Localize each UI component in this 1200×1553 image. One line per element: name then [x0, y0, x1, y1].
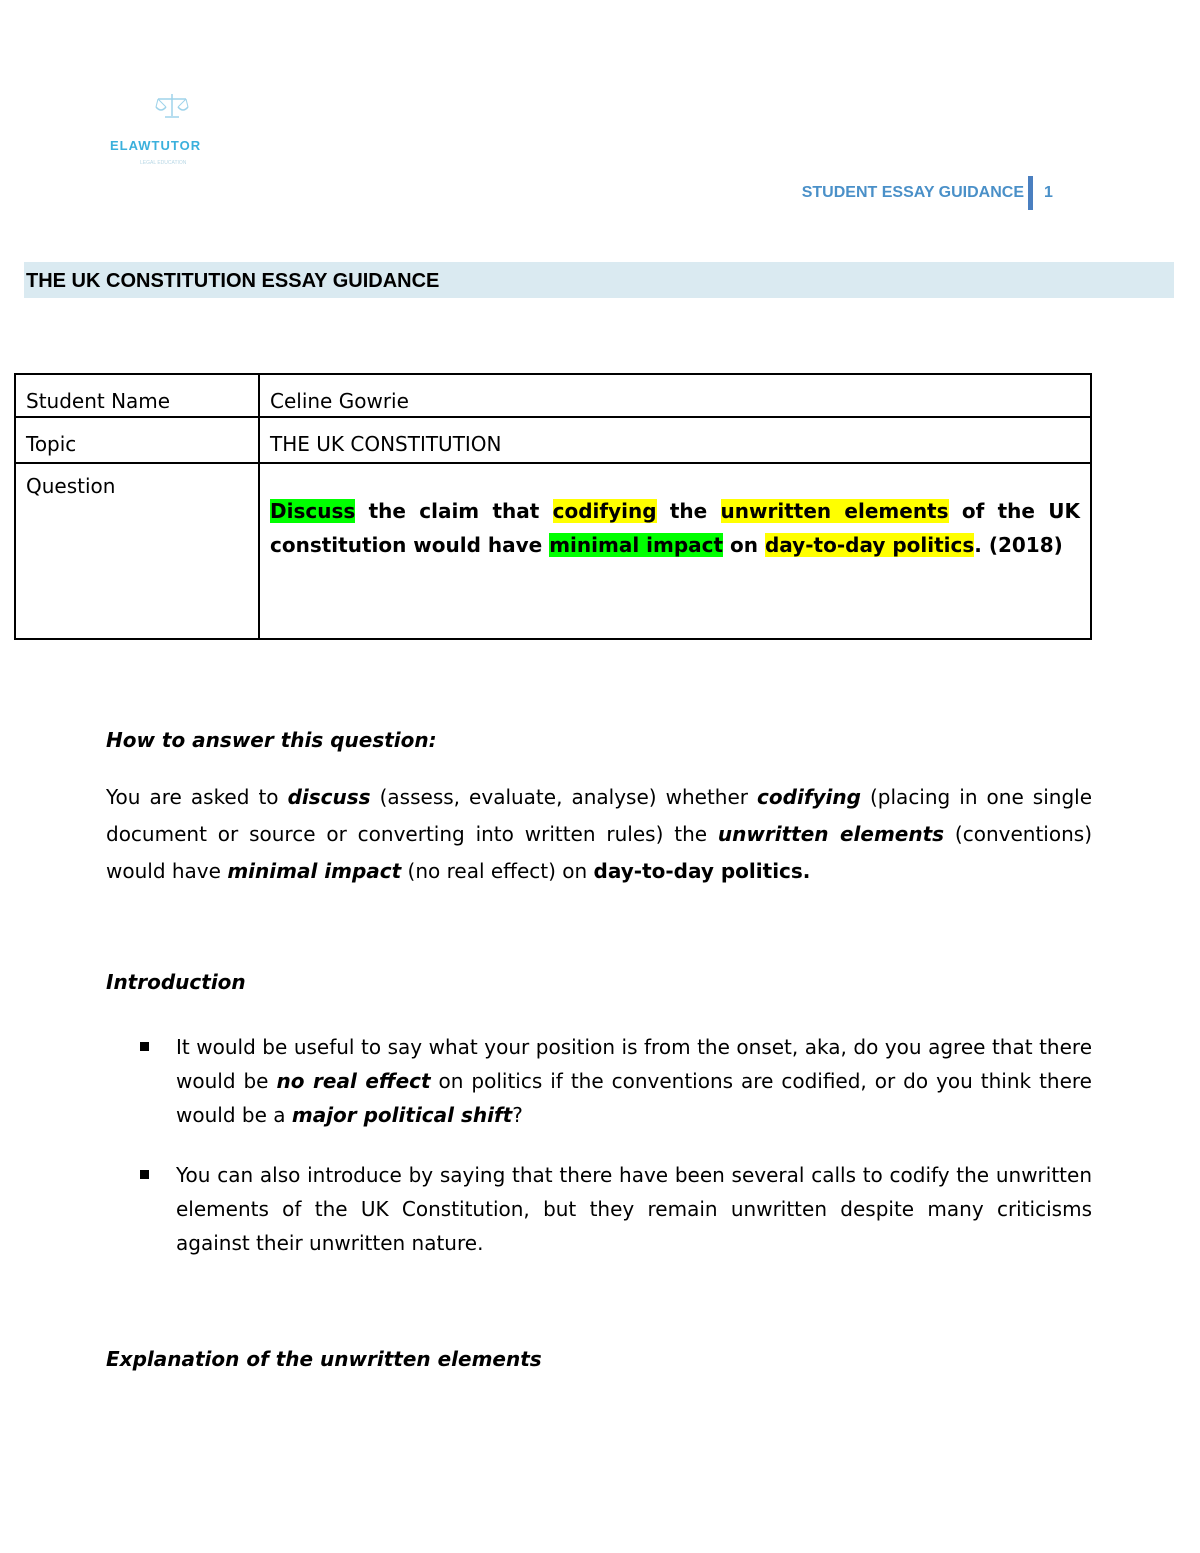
- scales-icon: [154, 92, 190, 120]
- header-title: STUDENT ESSAY GUIDANCE: [801, 184, 1024, 201]
- logo: [106, 80, 234, 176]
- table-row: [15, 417, 1091, 463]
- document-title: THE UK CONSTITUTION ESSAY GUIDANCE: [26, 270, 440, 292]
- text-fragment: It would be useful to say what your position is from the onset, aka, do you agree that there would be: [176, 1035, 1092, 1093]
- info-table: [14, 373, 1092, 640]
- question-fragment: of the UK constitution would have: [270, 499, 1080, 557]
- question-label: Question: [15, 463, 259, 639]
- text-fragment: (placing in one single document or source or converting into written rules) the: [106, 785, 1093, 846]
- introduction-list: [140, 1030, 1092, 1286]
- header-divider: [1028, 176, 1033, 210]
- emphasis-day-to-day-politics: day-to-day politics.: [593, 859, 811, 883]
- highlight-minimal-impact: minimal impact: [549, 533, 724, 557]
- explanation-heading: Explanation of the unwritten elements: [106, 1347, 542, 1371]
- highlight-day-to-day-politics: day-to-day politics: [764, 533, 975, 557]
- question-text: [270, 494, 1080, 562]
- student-name-label: Student Name: [15, 374, 259, 417]
- introduction-heading: Introduction: [106, 970, 246, 994]
- emphasis-unwritten-elements: unwritten elements: [717, 822, 945, 846]
- emphasis-major-political-shift: major political shift: [291, 1103, 513, 1127]
- page-number: 1: [1044, 184, 1053, 201]
- text-fragment: (no real effect) on: [401, 859, 594, 883]
- emphasis-minimal-impact: minimal impact: [227, 859, 402, 883]
- highlight-discuss: Discuss: [270, 499, 356, 523]
- table-row: [15, 463, 1091, 639]
- highlight-unwritten-elements: unwritten elements: [720, 499, 949, 523]
- text-fragment: (assess, evaluate, analyse) whether: [370, 785, 758, 809]
- instruction-paragraph: [106, 779, 1092, 890]
- title-band: [24, 262, 1174, 298]
- question-fragment: the claim that: [355, 499, 553, 523]
- list-item: [140, 1158, 1092, 1260]
- question-fragment: the: [656, 499, 721, 523]
- emphasis-codifying: codifying: [757, 785, 861, 809]
- logo-tagline: LEGAL EDUCATION: [140, 160, 187, 166]
- logo-brand: ELAWTUTOR: [110, 138, 202, 153]
- question-cell: [259, 463, 1091, 639]
- emphasis-no-real-effect: no real effect: [276, 1069, 431, 1093]
- highlight-codifying: codifying: [552, 499, 657, 523]
- question-fragment: . (2018): [974, 533, 1063, 557]
- topic-label: Topic: [15, 417, 259, 463]
- question-fragment: on: [723, 533, 765, 557]
- how-to-answer-heading: How to answer this question:: [106, 728, 437, 752]
- emphasis-discuss: discuss: [287, 785, 371, 809]
- text-fragment: (conventions) would have: [106, 822, 1092, 883]
- bullet-square-icon: [140, 1042, 149, 1051]
- bullet-square-icon: [140, 1170, 149, 1179]
- student-name-value: Celine Gowrie: [259, 374, 1091, 417]
- text-fragment: You can also introduce by saying that there have been several calls to codify the unwritten elements of the UK Constitution, but they remain unwritten despite many criticisms against their unwritten nature.: [176, 1163, 1092, 1255]
- text-fragment: on politics if the conventions are codified, or do you think there would be a: [176, 1069, 1092, 1127]
- table-row: [15, 374, 1091, 417]
- list-item: [140, 1030, 1092, 1132]
- text-fragment: ?: [512, 1103, 523, 1127]
- topic-value: THE UK CONSTITUTION: [259, 417, 1091, 463]
- text-fragment: You are asked to: [106, 785, 288, 809]
